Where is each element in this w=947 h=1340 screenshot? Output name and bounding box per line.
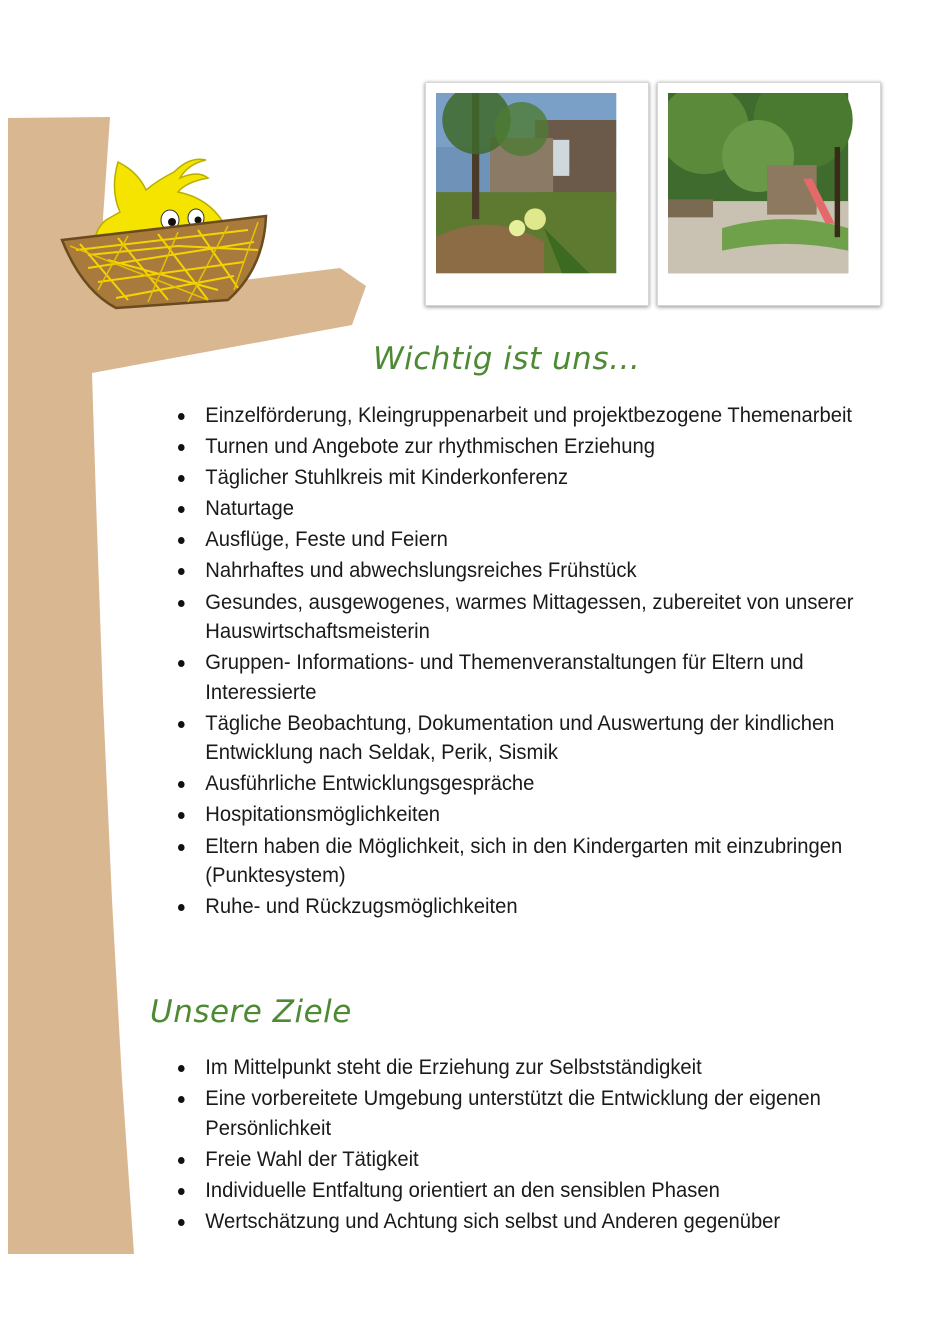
section-important-heading: Wichtig ist uns… — [373, 341, 641, 377]
list-item: Turnen und Angebote zur rhythmischen Erziehung — [178, 432, 864, 462]
list-item: Individuelle Entfaltung orientiert an den sensiblen Phasen — [178, 1176, 864, 1206]
list-item: Hospitationsmöglichkeiten — [178, 800, 864, 830]
list-item: Eine vorbereitete Umgebung unterstützt die Entwicklung der eigenen Persönlichkeit — [178, 1084, 864, 1143]
list-item: Gesundes, ausgewogenes, warmes Mittagessen, zubereitet von unserer Hauswirtschaftsmeisterin — [178, 588, 864, 647]
list-item: Naturtage — [178, 494, 864, 524]
list-item: Täglicher Stuhlkreis mit Kinderkonferenz — [178, 463, 864, 493]
list-item: Eltern haben die Möglichkeit, sich in den Kindergarten mit einzubringen (Punktesystem) — [178, 832, 864, 891]
list-item: Ruhe- und Rückzugsmöglichkeiten — [178, 892, 864, 922]
list-item: Einzelförderung, Kleingruppenarbeit und projektbezogene Themenarbeit — [178, 401, 864, 431]
nest-icon — [62, 216, 266, 308]
section-goals-list — [178, 1053, 908, 1238]
list-item: Gruppen- Informations- und Themenveranstaltungen für Eltern und Interessierte — [178, 648, 864, 707]
section-goals-heading: Unsere Ziele — [150, 994, 352, 1030]
list-item: Ausführliche Entwicklungsgespräche — [178, 769, 864, 799]
list-item: Tägliche Beobachtung, Dokumentation und Auswertung der kindlichen Entwicklung nach Seldak, Perik, Sismik — [178, 709, 864, 768]
section-important-list — [178, 401, 908, 923]
chick-in-nest-illustration — [58, 150, 273, 315]
list-item: Im Mittelpunkt steht die Erziehung zur Selbstständigkeit — [178, 1053, 864, 1083]
playground-slide-photo — [657, 82, 881, 306]
list-item: Nahrhaftes und abwechslungsreiches Frühstück — [178, 556, 864, 586]
kindergarten-building-photo — [425, 82, 649, 306]
list-item: Ausflüge, Feste und Feiern — [178, 525, 864, 555]
list-item: Freie Wahl der Tätigkeit — [178, 1145, 864, 1175]
list-item: Wertschätzung und Achtung sich selbst und Anderen gegenüber — [178, 1207, 864, 1237]
